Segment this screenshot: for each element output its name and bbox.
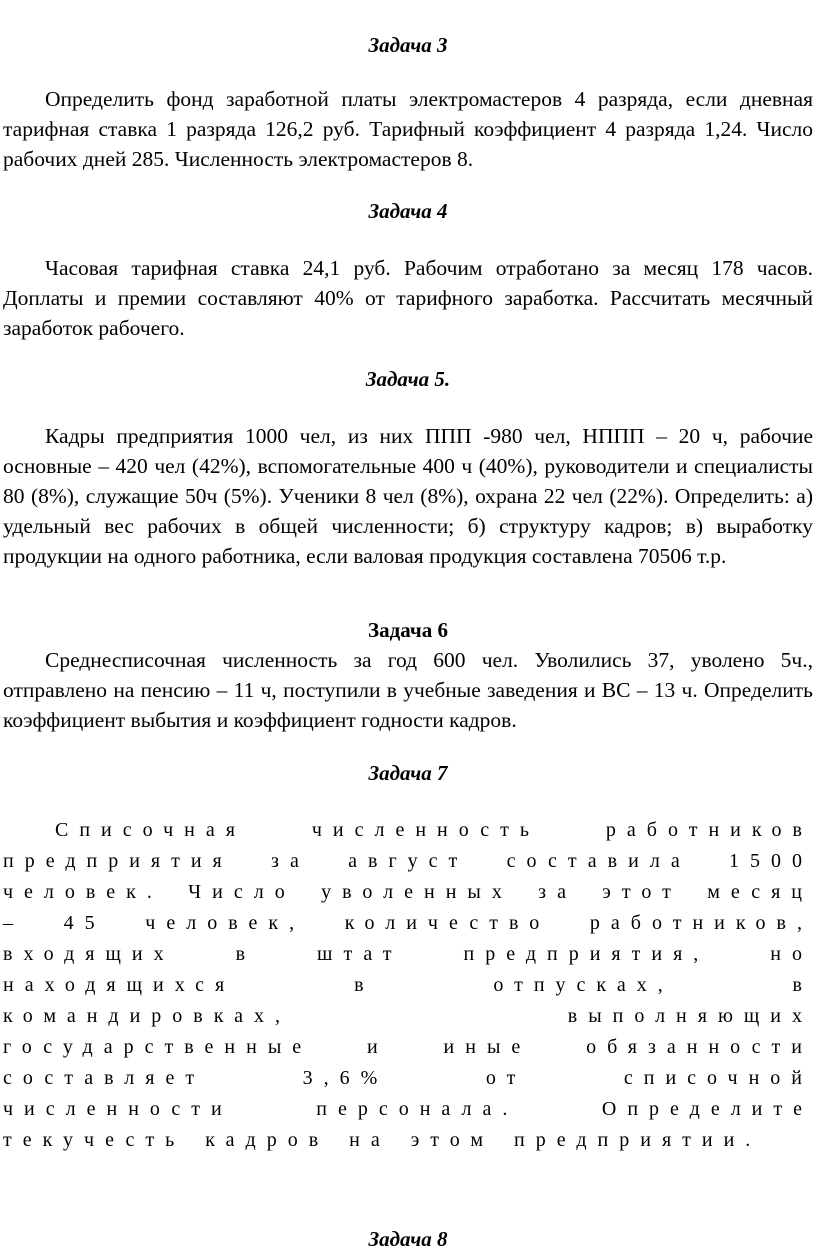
task-5-title: Задача 5. bbox=[365, 367, 451, 391]
task-4-title: Задача 4 bbox=[368, 199, 448, 223]
task-4-text: Часовая тарифная ставка 24,1 руб. Рабочим отработано за месяц 178 часов. Доплаты и премии составляют 40% от тарифного заработка. Рассчитать месячный заработок рабочего. bbox=[3, 256, 813, 340]
task-7-title: Задача 7 bbox=[368, 761, 448, 785]
task-7-text: Списочная численность работников предприятия за август составила 1500 человек. Число уволенных за этот месяц – 45 человек, количество работников, входящих в штат предприятия, но находящихся в отпусках, в командировках, выполняющих государственные и иные обязанности составляет 3,6% от списочной численности персонала. Определите текучесть кадров на этом предприятии. bbox=[3, 819, 813, 1151]
task-3-title: Задача 3 bbox=[368, 33, 448, 57]
task-6-title: Задача 6 bbox=[368, 618, 448, 642]
task-6-text: Среднесписочная численность за год 600 чел. Уволились 37, уволено 5ч., отправлено на пенсию – 11 ч, поступили в учебные заведения и ВС – 13 ч. Определить коэффициент выбытия и коэффициент годности кадров. bbox=[3, 648, 813, 732]
task-5-text: Кадры предприятия 1000 чел, из них ППП -980 чел, НППП – 20 ч, рабочие основные – 420 чел (42%), вспомогательные 400 ч (40%), руководители и специалисты 80 (8%), служащие 50ч (5%). Ученики 8 чел (8%), охрана 22 чел (22%). Определить: а) удельный вес рабочих в общей численности; б) структуру кадров; в) выработку продукции на одного работника, если валовая продукция составлена 70506 т.р. bbox=[3, 424, 813, 568]
task-3-text: Определить фонд заработной платы электромастеров 4 разряда, если дневная тарифная ставка 1 разряда 126,2 руб. Тарифный коэффициент 4 разряда 1,24. Число рабочих дней 285. Численность электромастеров 8. bbox=[3, 87, 813, 171]
task-8-title: Задача 8 bbox=[368, 1227, 448, 1251]
